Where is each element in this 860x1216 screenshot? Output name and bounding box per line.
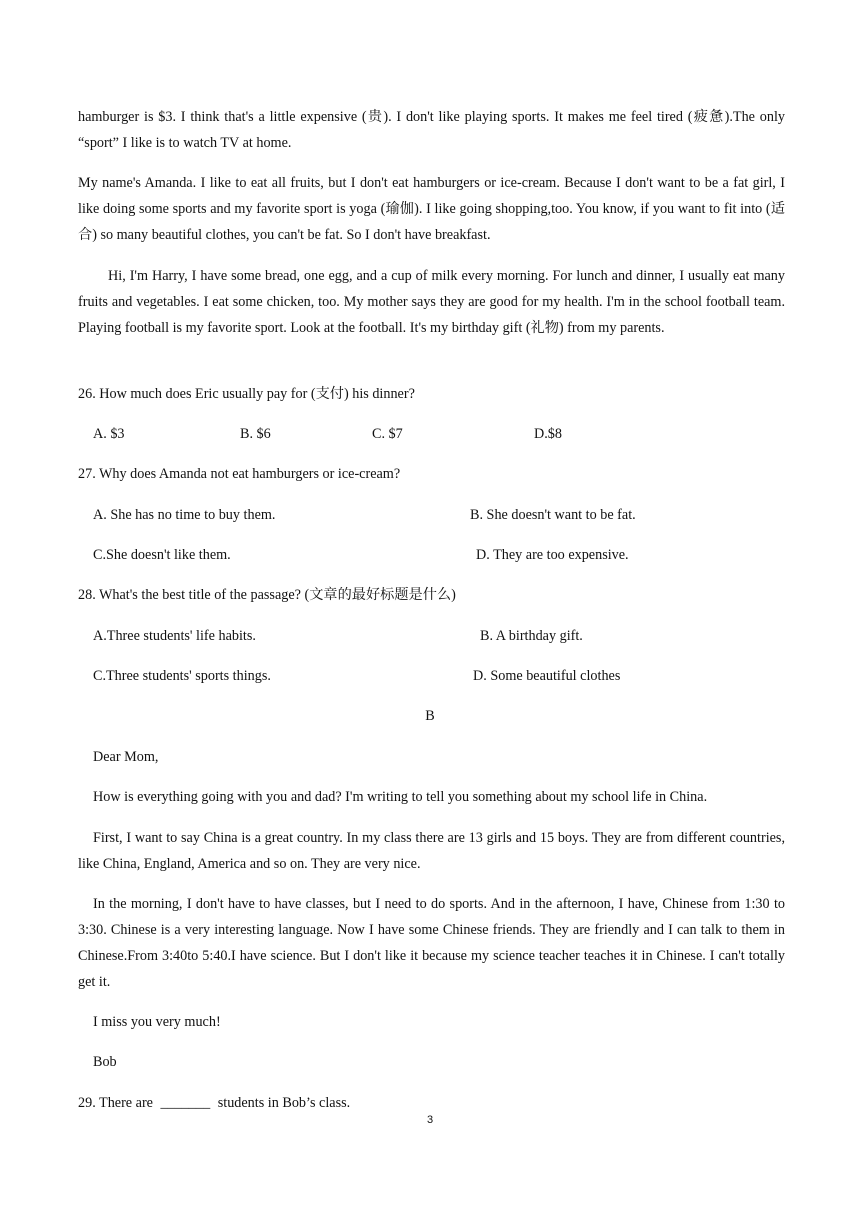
question-26-option-d: D.$8 <box>534 426 562 442</box>
question-27-stem: 27. Why does Amanda not eat hamburgers or ice-cream? <box>78 466 401 482</box>
question-28-option-b: B. A birthday gift. <box>480 628 583 644</box>
question-26-option-a: A. $3 <box>93 426 125 442</box>
question-29-suffix: students in Bob’s class. <box>217 1095 351 1111</box>
letter-signature: Bob <box>93 1054 117 1070</box>
question-28-option-a: A.Three students' life habits. <box>93 628 256 644</box>
question-27-option-b: B. She doesn't want to be fat. <box>470 507 636 523</box>
letter-paragraph-3: In the morning, I don't have to have classes, but I need to do sports. And in the afternoon, I have, Chinese from 1:30 to 3:30. Chinese is a very interesting language. Now I have some Chinese friends. They are friendly and I can talk to them in Chinese.From 3:40to 5:40.I have science. But I don't like it because my science teacher teaches it in Chinese. I can't totally get it. <box>78 896 785 990</box>
passage-b-heading: B <box>425 708 435 724</box>
question-28-stem: 28. What's the best title of the passage? (文章的最好标题是什么) <box>78 587 456 603</box>
question-27-option-d: D. They are too expensive. <box>476 547 629 563</box>
page-number: 3 <box>426 1114 434 1126</box>
question-29-blank: _______ <box>160 1095 211 1111</box>
question-29-stem <box>78 1093 350 1113</box>
letter-paragraph-1: How is everything going with you and dad? I'm writing to tell you something about my school life in China. <box>93 789 708 805</box>
letter-salutation: Dear Mom, <box>93 749 159 765</box>
passage-a-paragraph-2: My name's Amanda. I like to eat all fruits, but I don't eat hamburgers or ice-cream. Because I don't want to be a fat girl, I like doing some sports and my favorite sport is yoga (瑜伽). I like going shopping,too. You know, if you want to fit into (适合) so many beautiful clothes, you can't be fat. So I don't have breakfast. <box>78 175 785 243</box>
question-28-option-c: C.Three students' sports things. <box>93 668 271 684</box>
passage-a-paragraph-1: hamburger is $3. I think that's a little expensive (贵). I don't like playing sports. It makes me feel tired (疲惫).The only “sport” I like is to watch TV at home. <box>78 109 785 151</box>
passage-a-paragraph-3: Hi, I'm Harry, I have some bread, one egg, and a cup of milk every morning. For lunch and dinner, I usually eat many fruits and vegetables. I eat some chicken, too. My mother says they are good for my health. I'm in the school football team. Playing football is my favorite sport. Look at the football. It's my birthday gift (礼物) from my parents. <box>78 268 785 336</box>
letter-paragraph-2: First, I want to say China is a great country. In my class there are 13 girls and 15 boys. They are from different countries, like China, England, America and so on. They are very nice. <box>78 830 785 872</box>
question-26-option-b: B. $6 <box>240 426 271 442</box>
question-27-option-a: A. She has no time to buy them. <box>93 507 276 523</box>
question-29-prefix: 29. There are <box>78 1095 153 1111</box>
question-27-option-c: C.She doesn't like them. <box>93 547 231 563</box>
question-26-option-c: C. $7 <box>372 426 403 442</box>
question-26-stem: 26. How much does Eric usually pay for (支付) his dinner? <box>78 386 415 402</box>
letter-paragraph-4: I miss you very much! <box>93 1014 221 1030</box>
question-28-option-d: D. Some beautiful clothes <box>473 668 621 684</box>
